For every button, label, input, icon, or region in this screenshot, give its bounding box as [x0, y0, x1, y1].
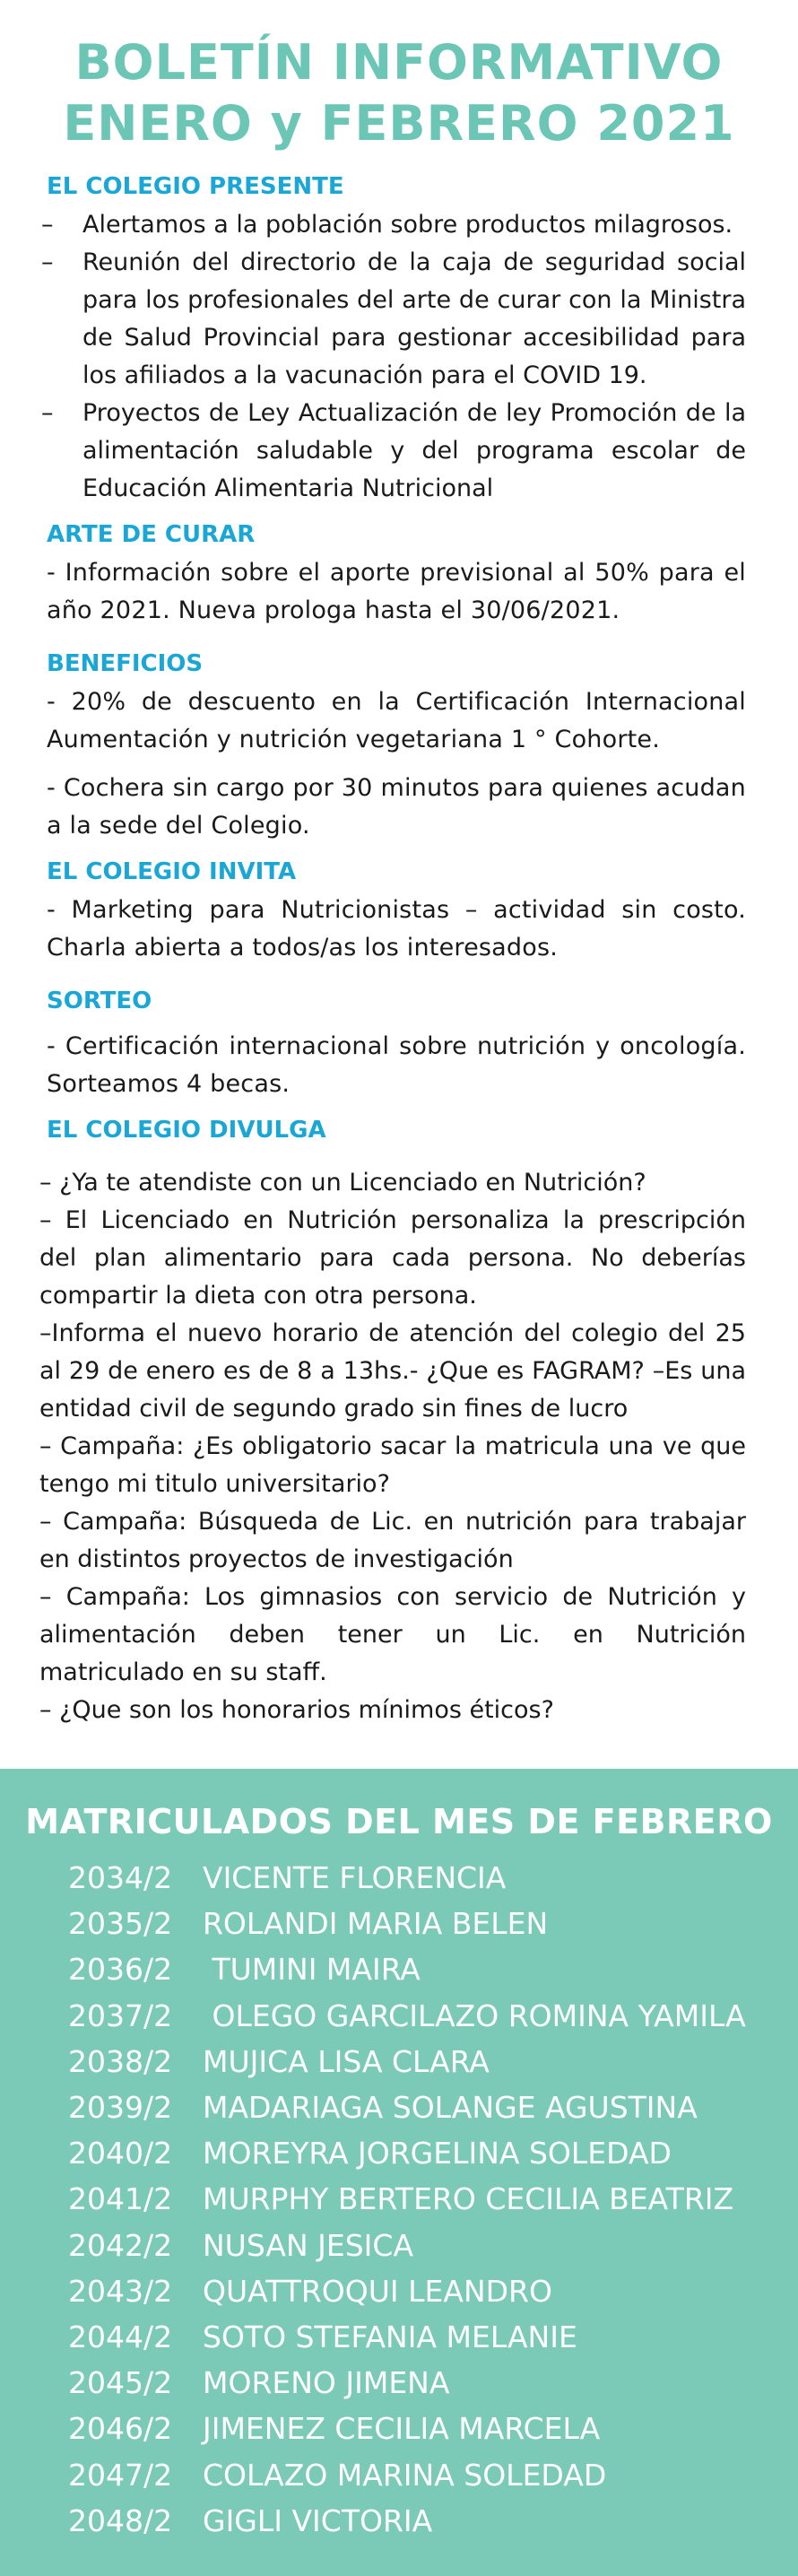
list-item	[68, 2360, 798, 2406]
list-item	[68, 2039, 798, 2084]
beneficio-cochera: - Cochera sin cargo por 30 minutos para quienes acudan a la sede del Colegio.	[47, 774, 746, 840]
matricula-number: 2040/2	[68, 2136, 173, 2171]
heading-arte-de-curar: ARTE DE CURAR	[47, 521, 256, 548]
matricula-number: 2038/2	[68, 2043, 173, 2079]
bulletin-content	[0, 170, 798, 1729]
member-name: COLAZO MARINA SOLEDAD	[203, 2457, 607, 2493]
matriculados-list	[0, 1855, 798, 2544]
matricula-number: 2047/2	[68, 2457, 173, 2493]
matricula-number: 2035/2	[68, 1906, 173, 1942]
member-name: MUJICA LISA CLARA	[203, 2043, 490, 2079]
member-name: SOTO STEFANIA MELANIE	[203, 2319, 577, 2355]
member-name: MURPHY BERTERO CECILIA BEATRIZ	[203, 2181, 734, 2217]
member-name: JIMENEZ CECILIA MARCELA	[203, 2411, 601, 2447]
list-item	[68, 1993, 798, 2039]
heading-colegio-divulga: EL COLEGIO DIVULGA	[47, 1117, 326, 1144]
member-name: MORENO JIMENA	[203, 2365, 450, 2401]
list-item	[68, 2223, 798, 2268]
member-name: MADARIAGA SOLANGE AGUSTINA	[203, 2090, 698, 2126]
matricula-number: 2034/2	[68, 1860, 173, 1895]
divulga-line: – Campaña: Búsqueda de Lic. en nutrición para trabajar en distintos proyectos de investigación	[39, 1508, 746, 1573]
list-item: – Alertamos a la población sobre productos milagrosos.	[41, 211, 733, 239]
member-name: ROLANDI MARIA BELEN	[203, 1906, 549, 1942]
matricula-number: 2037/2	[68, 1997, 173, 2033]
list-item: – Reunión del directorio de la caja de seguridad social para los profesionales del arte de curar con la Ministra de Salud Provincial para gestionar accesibilidad para los afiliados a la vacunación para el COVID 19.	[41, 248, 746, 389]
matriculados-panel	[0, 1769, 798, 2576]
list-item	[68, 2176, 798, 2222]
bulletin-title	[0, 0, 798, 154]
matricula-number: 2042/2	[68, 2227, 173, 2263]
divulga-line: –Informa el nuevo horario de atención del colegio del 25 al 29 de enero es de 8 a 13hs.- ¿Que es FAGRAM? –Es una entidad civil de segundo grado sin fines de lucro	[39, 1319, 746, 1423]
arte-text: - Información sobre el aporte previsional al 50% para el año 2021. Nueva prologa hasta el 30/06/2021.	[47, 559, 746, 624]
member-name: MOREYRA JORGELINA SOLEDAD	[203, 2136, 672, 2171]
member-name: OLEGO GARCILAZO ROMINA YAMILA	[203, 1997, 746, 2033]
heading-beneficios: BENEFICIOS	[47, 650, 204, 677]
list-item	[68, 2498, 798, 2544]
member-name: VICENTE FLORENCIA	[203, 1860, 507, 1895]
matricula-number: 2043/2	[68, 2273, 173, 2309]
matricula-number: 2041/2	[68, 2181, 173, 2217]
invita-text: - Marketing para Nutricionistas – actividad sin costo. Charla abierta a todos/as los interesados.	[47, 896, 746, 962]
list-item	[68, 1946, 798, 1992]
presente-list	[0, 206, 798, 508]
list-item	[68, 2452, 798, 2498]
member-name: NUSAN JESICA	[203, 2227, 414, 2263]
list-item	[68, 2084, 798, 2130]
list-item	[68, 1855, 798, 1901]
divulga-line: – ¿Que son los honorarios mínimos éticos?	[39, 1696, 554, 1724]
divulga-text	[0, 1164, 798, 1729]
beneficio-descuento: - 20% de descuento en la Certificación Internacional Aumentación y nutrición vegetariana 1 ° Cohorte.	[47, 688, 746, 753]
list-item	[68, 2406, 798, 2451]
matricula-number: 2048/2	[68, 2502, 173, 2538]
matricula-number: 2044/2	[68, 2319, 173, 2355]
list-item	[68, 2130, 798, 2176]
sorteo-text: - Certificación internacional sobre nutrición y oncología. Sorteamos 4 becas.	[47, 1032, 746, 1098]
matricula-number: 2039/2	[68, 2090, 173, 2126]
matricula-number: 2045/2	[68, 2365, 173, 2401]
list-item	[68, 2268, 798, 2314]
title-line-1: BOLETÍN INFORMATIVO	[74, 34, 724, 91]
divulga-line: – Campaña: ¿Es obligatorio sacar la matricula una ve que tengo mi titulo universitario?	[39, 1432, 746, 1498]
list-item	[68, 2314, 798, 2360]
heading-colegio-presente: EL COLEGIO PRESENTE	[47, 173, 344, 200]
heading-colegio-invita: EL COLEGIO INVITA	[47, 858, 297, 885]
title-line-2: ENERO y FEBRERO 2021	[63, 95, 735, 152]
divulga-line: – Campaña: Los gimnasios con servicio de Nutrición y alimentación deben tener un Lic. en Nutrición matriculado en su staff.	[39, 1583, 746, 1686]
member-name: QUATTROQUI LEANDRO	[203, 2273, 552, 2309]
divulga-line: – ¿Ya te atendiste con un Licenciado en Nutrición?	[39, 1169, 646, 1197]
list-item: – Proyectos de Ley Actualización de ley Promoción de la alimentación saludable y del programa escolar de Educación Alimentaria Nutricional	[41, 399, 746, 502]
matricula-number: 2036/2	[68, 1952, 173, 1988]
matriculados-title: MATRICULADOS DEL MES DE FEBRERO	[25, 1802, 773, 1841]
matricula-number: 2046/2	[68, 2411, 173, 2447]
heading-sorteo: SORTEO	[47, 988, 152, 1014]
member-name: TUMINI MAIRA	[203, 1952, 421, 1988]
member-name: GIGLI VICTORIA	[203, 2502, 433, 2538]
list-item	[68, 1901, 798, 1946]
divulga-line: – El Licenciado en Nutrición personaliza la prescripción del plan alimentario para cada persona. No deberías compartir la dieta con otra persona.	[39, 1206, 746, 1310]
